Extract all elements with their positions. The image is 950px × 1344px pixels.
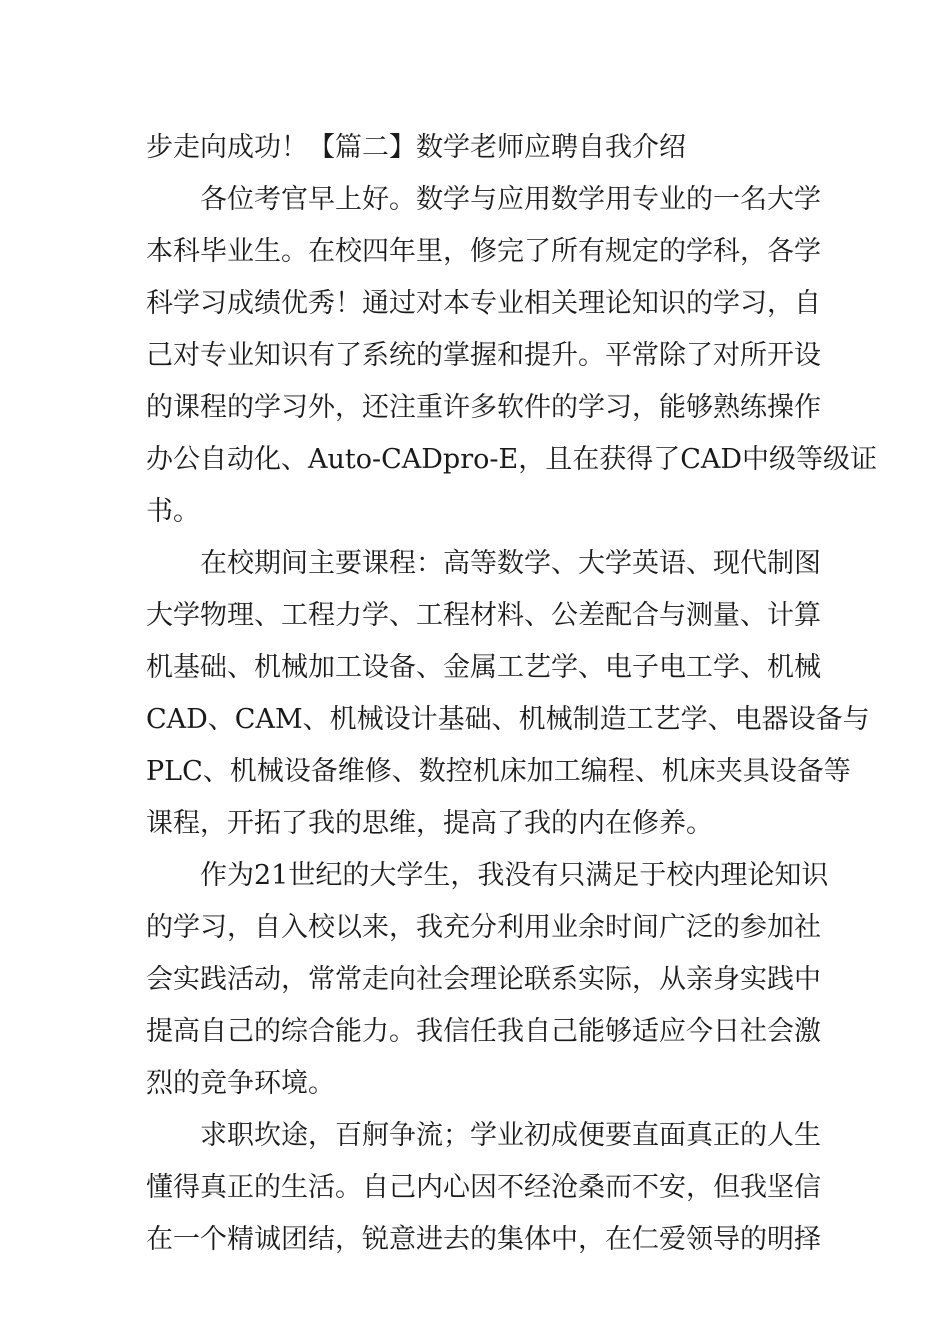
text-line: 本科毕业生。在校四年里，修完了所有规定的学科，各学 [146, 236, 821, 267]
text-line: 在一个精诚团结，锐意进去的集体中，在仁爱领导的明择 [146, 1224, 821, 1255]
text-line: 提高自己的综合能力。我信任我自己能够适应今日社会激 [146, 1016, 821, 1047]
text-line: 大学物理、工程力学、工程材料、公差配合与测量、计算 [146, 600, 821, 631]
text-line: 的学习，自入校以来，我充分利用业余时间广泛的参加社 [146, 912, 821, 943]
text-line: 烈的竞争环境。 [146, 1068, 335, 1099]
text-line: 懂得真正的生活。自己内心因不经沧桑而不安，但我坚信 [146, 1172, 821, 1203]
text-line: CAD、CAM、机械设计基础、机械制造工艺学、电器设备与 [146, 704, 870, 735]
text-line: 己对专业知识有了系统的掌握和提升。平常除了对所开设 [146, 340, 821, 371]
text-line: 步走向成功！【篇二】数学老师应聘自我介绍 [146, 132, 686, 163]
paragraph-first-line: 求职坎途，百舸争流；学业初成便要直面真正的人生 [200, 1120, 821, 1151]
paragraph-first-line: 在校期间主要课程：高等数学、大学英语、现代制图 [200, 548, 821, 579]
text-line: 的课程的学习外，还注重许多软件的学习，能够熟练操作 [146, 392, 821, 423]
paragraph-first-line: 作为21世纪的大学生，我没有只满足于校内理论知识 [200, 860, 829, 891]
text-line: 课程，开拓了我的思维，提高了我的内在修养。 [146, 808, 713, 839]
text-line: 科学习成绩优秀！通过对本专业相关理论知识的学习，自 [146, 288, 821, 319]
text-line: 书。 [146, 496, 200, 527]
text-line: PLC、机械设备维修、数控机床加工编程、机床夹具设备等 [146, 756, 851, 787]
paragraph-first-line: 各位考官早上好。数学与应用数学用专业的一名大学 [200, 184, 821, 215]
text-line: 机基础、机械加工设备、金属工艺学、电子电工学、机械 [146, 652, 821, 683]
text-line: 会实践活动，常常走向社会理论联系实际，从亲身实践中 [146, 964, 821, 995]
text-line: 办公自动化、Auto-CADpro-E，且在获得了CAD中级等级证 [146, 444, 878, 475]
